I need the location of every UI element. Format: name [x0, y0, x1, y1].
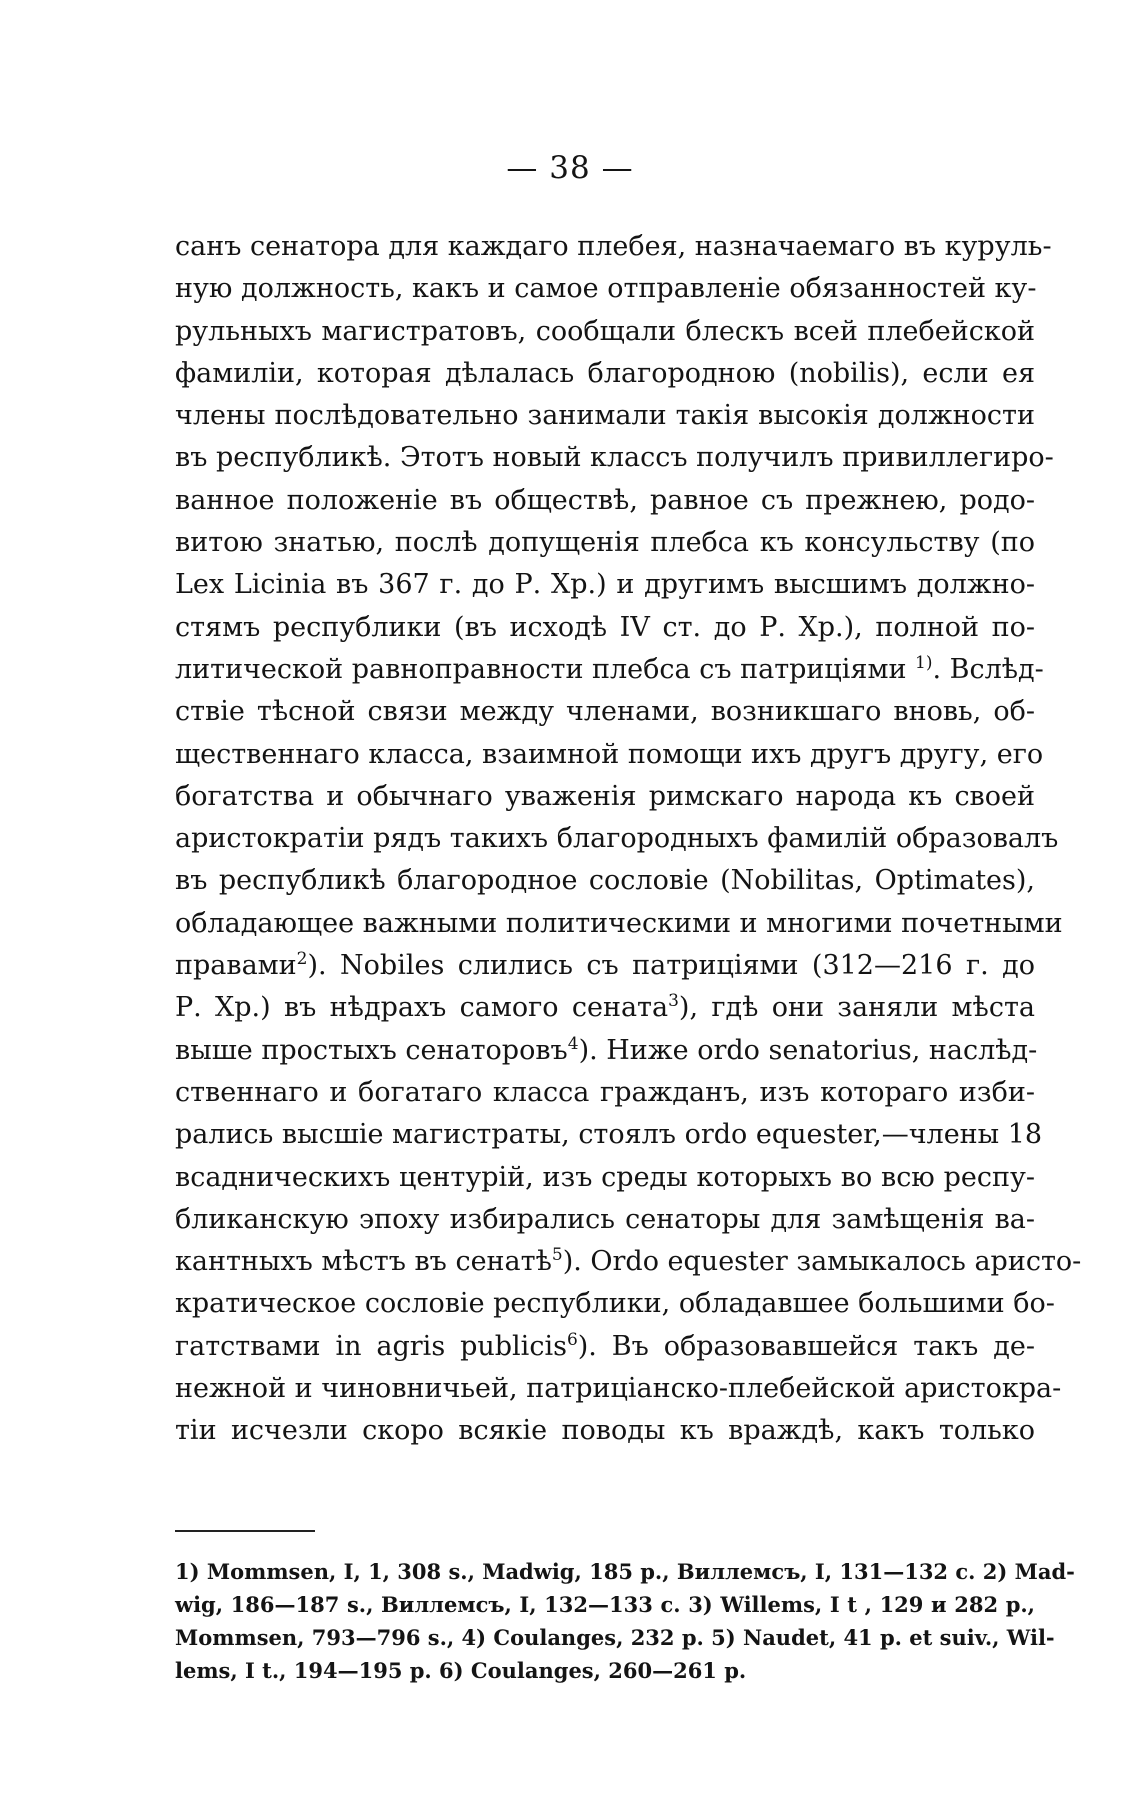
text-line	[175, 437, 1054, 479]
footnote-ref: 5	[551, 1245, 563, 1266]
footnote-ref: 2	[296, 949, 308, 970]
footnote-ref: 4	[567, 1033, 579, 1054]
text-line	[175, 480, 1035, 522]
line-text: кантныхъ мѣстъ въ сенатѣ	[175, 1246, 552, 1278]
text-line	[175, 818, 1059, 860]
footnote-separator	[175, 1530, 315, 1532]
main-text	[175, 226, 1082, 1453]
line-text: ственнаго и богатаго класса гражданъ, изъ котораго изби-	[175, 1076, 1035, 1108]
text-line	[175, 734, 1044, 776]
line-text: санъ сенатора для каждаго плебея, назначаемаго въ куруль-	[175, 231, 1052, 262]
text-line	[175, 1368, 1062, 1410]
line-text: ванное положеніе въ обществѣ, равное съ прежнею, родо-	[175, 484, 1035, 516]
line-text: ). Ordo equester замыкалось аристо-	[562, 1246, 1082, 1278]
line-text: ). Ниже ordo senatorius, наслѣд-	[578, 1034, 1038, 1066]
text-line	[175, 1410, 1035, 1452]
text-line	[175, 691, 1035, 733]
line-text: ). Въ образовавшейся такъ де-	[577, 1330, 1035, 1362]
text-line	[175, 1157, 1035, 1199]
line-text: всадническихъ центурій, изъ среды которыхъ во всю респу-	[175, 1161, 1035, 1193]
text-line	[175, 945, 1035, 987]
text-line	[175, 607, 1035, 649]
line-text: ), гдѣ они заняли мѣста	[678, 992, 1035, 1024]
line-text: Lex Licinia въ 367 г. до Р. Хр.) и другимъ высшимъ должно-	[175, 569, 1035, 601]
line-text: богатства и обычнаго уваженія римскаго народа къ своей	[175, 780, 1035, 812]
line-text: рульныхъ магистратовъ, сообщали блескъ всей плебейской	[175, 315, 1035, 347]
text-line	[175, 1114, 1043, 1156]
line-text: ную должность, какъ и самое отправленіе обязанностей ку-	[175, 273, 1037, 305]
line-text: тіи исчезли скоро всякіе поводы къ враждѣ, какъ только	[175, 1415, 1035, 1447]
text-line	[175, 1072, 1035, 1114]
footnotes	[175, 1555, 1075, 1687]
text-line	[175, 1241, 1082, 1283]
footnote-line: Mommsen, 793—796 s., 4) Coulanges, 232 p. 5) Naudet, 41 p. et suiv., Wil-	[175, 1625, 1055, 1650]
text-line	[175, 1199, 1035, 1241]
footnote-ref: 1)	[915, 652, 933, 673]
line-text: гатствами in agris publicis	[175, 1330, 567, 1362]
text-line	[175, 903, 1063, 945]
line-text: аристократіи рядъ такихъ благородныхъ фамилій образовалъ	[175, 823, 1059, 855]
line-text: выше простыхъ сенаторовъ	[175, 1034, 568, 1066]
line-text: литической равноправности плебса съ патриціями	[175, 653, 907, 685]
text-line	[175, 268, 1035, 310]
line-text: въ республикѣ. Этотъ новый классъ получилъ привиллегиро-	[175, 442, 1054, 474]
footnote-line: 1) Mommsen, I, 1, 308 s., Madwig, 185 p., Виллемсъ, I, 131—132 с. 2) Mad-	[175, 1559, 1075, 1584]
line-text: обладающее важными политическими и многими почетными	[175, 907, 1063, 939]
line-text: витою знатью, послѣ допущенія плебса къ консульству (по	[175, 527, 1035, 559]
line-text: рались высшіе магистраты, стоялъ ordo equester,—члены 18	[175, 1119, 1043, 1151]
line-text: щественнаго класса, взаимной помощи ихъ другъ другу, его	[175, 738, 1044, 770]
text-line	[175, 311, 1035, 353]
line-text: ствіе тѣсной связи между членами, возникшаго вновь, об-	[175, 696, 1035, 728]
text-line	[175, 226, 1052, 268]
text-line	[175, 1326, 1035, 1368]
line-text: въ республикѣ благородное сословіе (Nobilitas, Optimates),	[175, 865, 1035, 897]
line-text: ). Nobiles слились съ патриціями (312—216 г. до	[307, 950, 1035, 982]
text-line	[175, 776, 1035, 818]
text-line	[175, 649, 1044, 691]
text-line	[175, 522, 1035, 564]
page-number: — 38 —	[506, 150, 634, 186]
footnote-line: wig, 186—187 s., Виллемсъ, I, 132—133 с. 3) Willems, I t , 129 и 282 p.,	[175, 1592, 1035, 1617]
line-text: бликанскую эпоху избирались сенаторы для замѣщенія ва-	[175, 1203, 1035, 1235]
text-line	[175, 1030, 1038, 1072]
text-line	[175, 564, 1035, 606]
line-text: стямъ республики (въ исходѣ IV ст. до Р. Хр.), полной по-	[175, 611, 1035, 643]
line-text: правами	[175, 950, 297, 982]
line-text: . Вслѣд-	[932, 653, 1044, 685]
text-line	[175, 860, 1035, 902]
text-line	[175, 353, 1035, 395]
line-text: фамиліи, которая дѣлалась благородною (nobilis), если ея	[175, 357, 1035, 389]
line-text: Р. Хр.) въ нѣдрахъ самого сената	[175, 992, 669, 1024]
footnote-line: lems, I t., 194—195 p. 6) Coulanges, 260—261 p.	[175, 1658, 747, 1683]
footnote-ref: 6	[566, 1329, 578, 1350]
text-line	[175, 395, 1035, 437]
text-line	[175, 1283, 1055, 1325]
line-text: члены послѣдовательно занимали такія высокія должности	[175, 400, 1035, 432]
footnote-ref: 3	[668, 991, 679, 1012]
line-text: кратическое сословіе республики, обладавшее большими бо-	[175, 1288, 1055, 1320]
text-line	[175, 987, 1035, 1029]
line-text: нежной и чиновничьей, патриціанско-плебейской аристокра-	[175, 1373, 1062, 1405]
